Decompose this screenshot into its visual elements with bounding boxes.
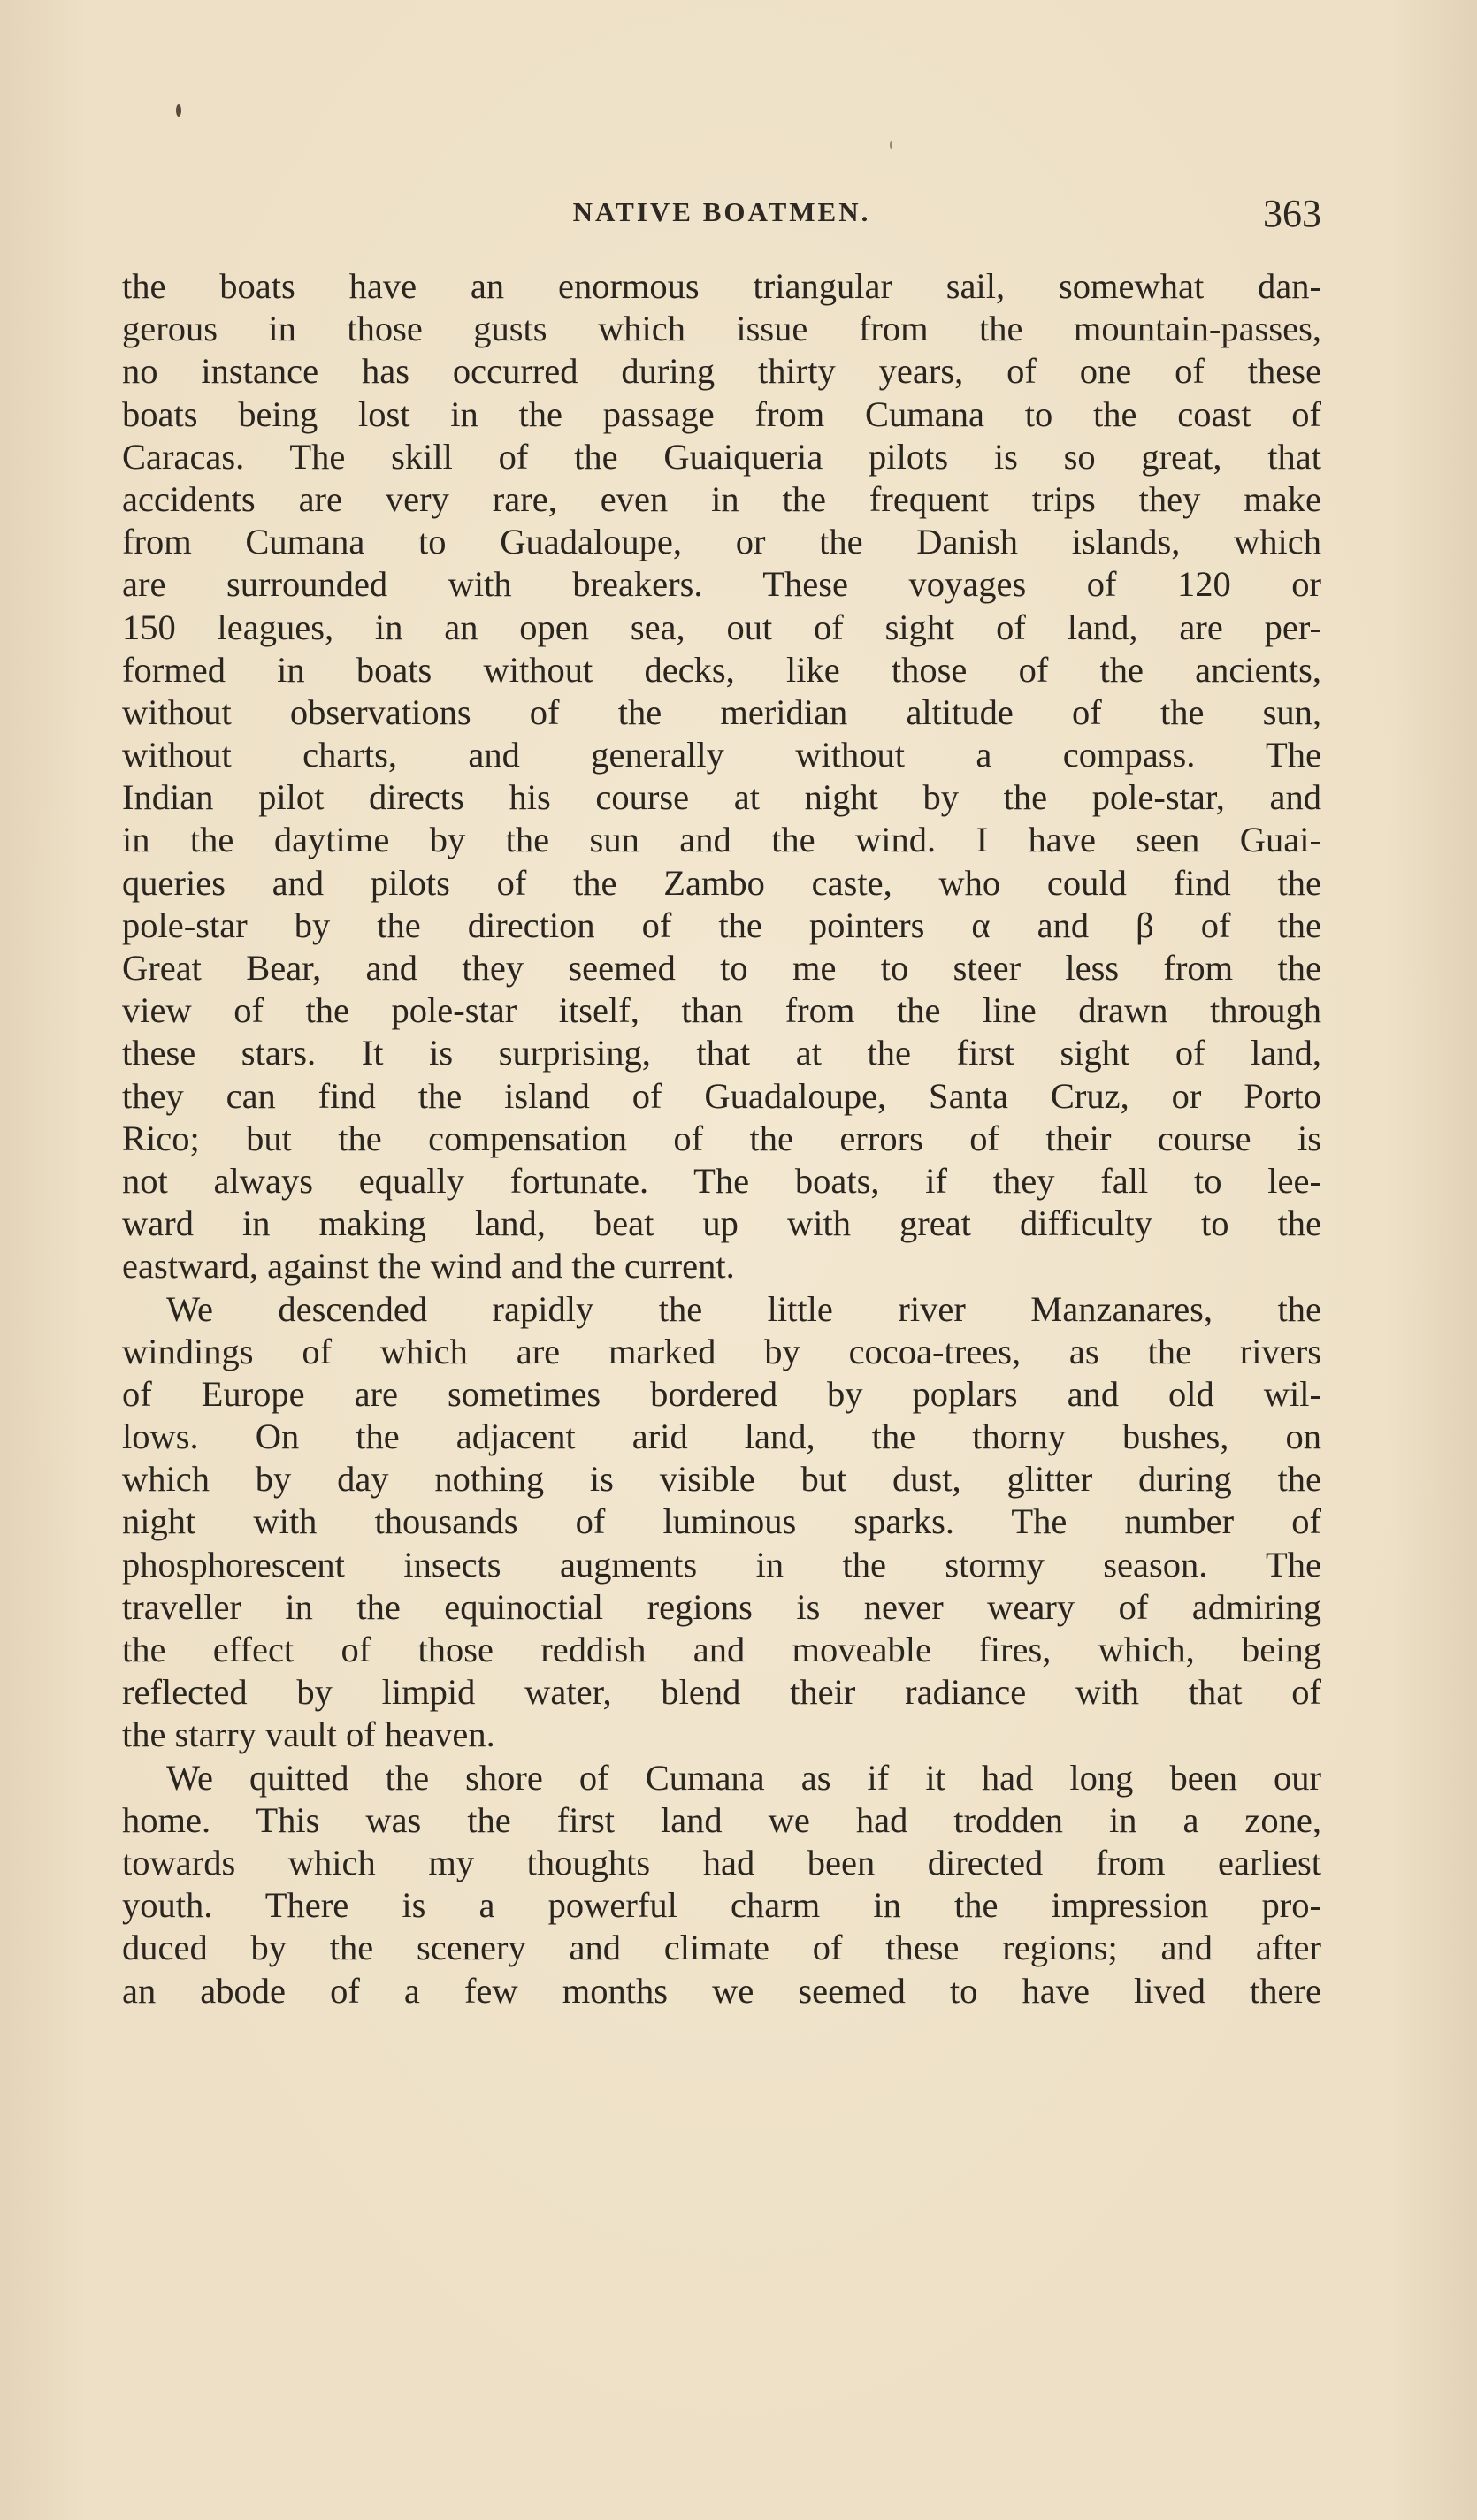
text-line: in the daytime by the sun and the wind. I have seen Guai- <box>122 820 1321 860</box>
text-line: gerous in those gusts which issue from the mountain-passes, <box>122 309 1321 349</box>
text-line: these stars. It is surprising, that at the first sight of land, <box>122 1033 1321 1073</box>
text-line: view of the pole-star itself, than from the line drawn through <box>122 990 1321 1031</box>
running-title: NATIVE BOATMEN. <box>572 196 871 227</box>
text-line: queries and pilots of the Zambo caste, who could find the <box>122 862 1321 903</box>
text-line: from Cumana to Guadaloupe, or the Danish islands, which <box>122 522 1321 562</box>
text-line: which by day nothing is visible but dust, glitter during the <box>122 1459 1321 1500</box>
text-line: 150 leagues, in an open sea, out of sight of land, are per- <box>122 607 1321 647</box>
paragraph <box>122 1288 1321 1757</box>
text-line: eastward, against the wind and the current. <box>122 1246 735 1287</box>
text-line: without charts, and generally without a compass. The <box>122 735 1321 775</box>
text-line: an abode of a few months we seemed to have lived there <box>122 1970 1321 2011</box>
text-line: phosphorescent insects augments in the stormy season. The <box>122 1544 1321 1585</box>
running-head <box>122 192 1321 241</box>
text-line: the boats have an enormous triangular sail, somewhat dan- <box>122 266 1321 306</box>
text-line: pole-star by the direction of the pointers α and β of the <box>122 905 1321 945</box>
text-line: Great Bear, and they seemed to me to steer less from the <box>122 948 1321 988</box>
text-line: lows. On the adjacent arid land, the thorny bushes, on <box>122 1417 1321 1457</box>
text-line: accidents are very rare, even in the frequent trips they make <box>122 478 1321 519</box>
text-line: formed in boats without decks, like those of the ancients, <box>122 649 1321 690</box>
text-line: towards which my thoughts had been directed from earliest <box>122 1842 1321 1882</box>
text-line: ward in making land, beat up with great difficulty to the <box>122 1203 1321 1244</box>
text-line: Caracas. The skill of the Guaiqueria pilots is so great, that <box>122 436 1321 477</box>
text-line: the starry vault of heaven. <box>122 1714 495 1755</box>
text-line: We descended rapidly the little river Manzanares, the <box>166 1288 1321 1329</box>
ink-speck <box>890 141 892 149</box>
text-line: We quitted the shore of Cumana as if it had long been our <box>166 1757 1321 1798</box>
text-line: without observations of the meridian altitude of the sun, <box>122 691 1321 732</box>
text-line: home. This was the first land we had trodden in a zone, <box>122 1799 1321 1840</box>
text-line: of Europe are sometimes bordered by poplars and old wil- <box>122 1373 1321 1414</box>
page-number: 363 <box>1263 192 1321 235</box>
text-line: night with thousands of luminous sparks. The number of <box>122 1501 1321 1542</box>
text-line: not always equally fortunate. The boats, if they fall to lee- <box>122 1160 1321 1201</box>
body-text <box>122 265 1321 2012</box>
paragraph <box>122 1757 1321 2012</box>
text-line: traveller in the equinoctial regions is never weary of admiring <box>122 1586 1321 1627</box>
text-line: they can find the island of Guadaloupe, Santa Cruz, or Porto <box>122 1075 1321 1116</box>
text-line: Indian pilot directs his course at night by the pole-star, and <box>122 777 1321 818</box>
text-line: youth. There is a powerful charm in the impression pro- <box>122 1885 1321 1926</box>
ink-speck <box>176 104 181 117</box>
text-line: no instance has occurred during thirty years, of one of these <box>122 351 1321 392</box>
text-line: Rico; but the compensation of the errors of their course is <box>122 1118 1321 1158</box>
text-line: duced by the scenery and climate of these regions; and after <box>122 1928 1321 1968</box>
paragraph <box>122 265 1321 1288</box>
text-line: are surrounded with breakers. These voyages of 120 or <box>122 564 1321 605</box>
text-line: the effect of those reddish and moveable fires, which, being <box>122 1630 1321 1669</box>
text-line: windings of which are marked by cocoa-trees, as the rivers <box>122 1331 1321 1371</box>
text-line: reflected by limpid water, blend their radiance with that of <box>122 1672 1321 1713</box>
text-line: boats being lost in the passage from Cumana to the coast of <box>122 393 1321 434</box>
